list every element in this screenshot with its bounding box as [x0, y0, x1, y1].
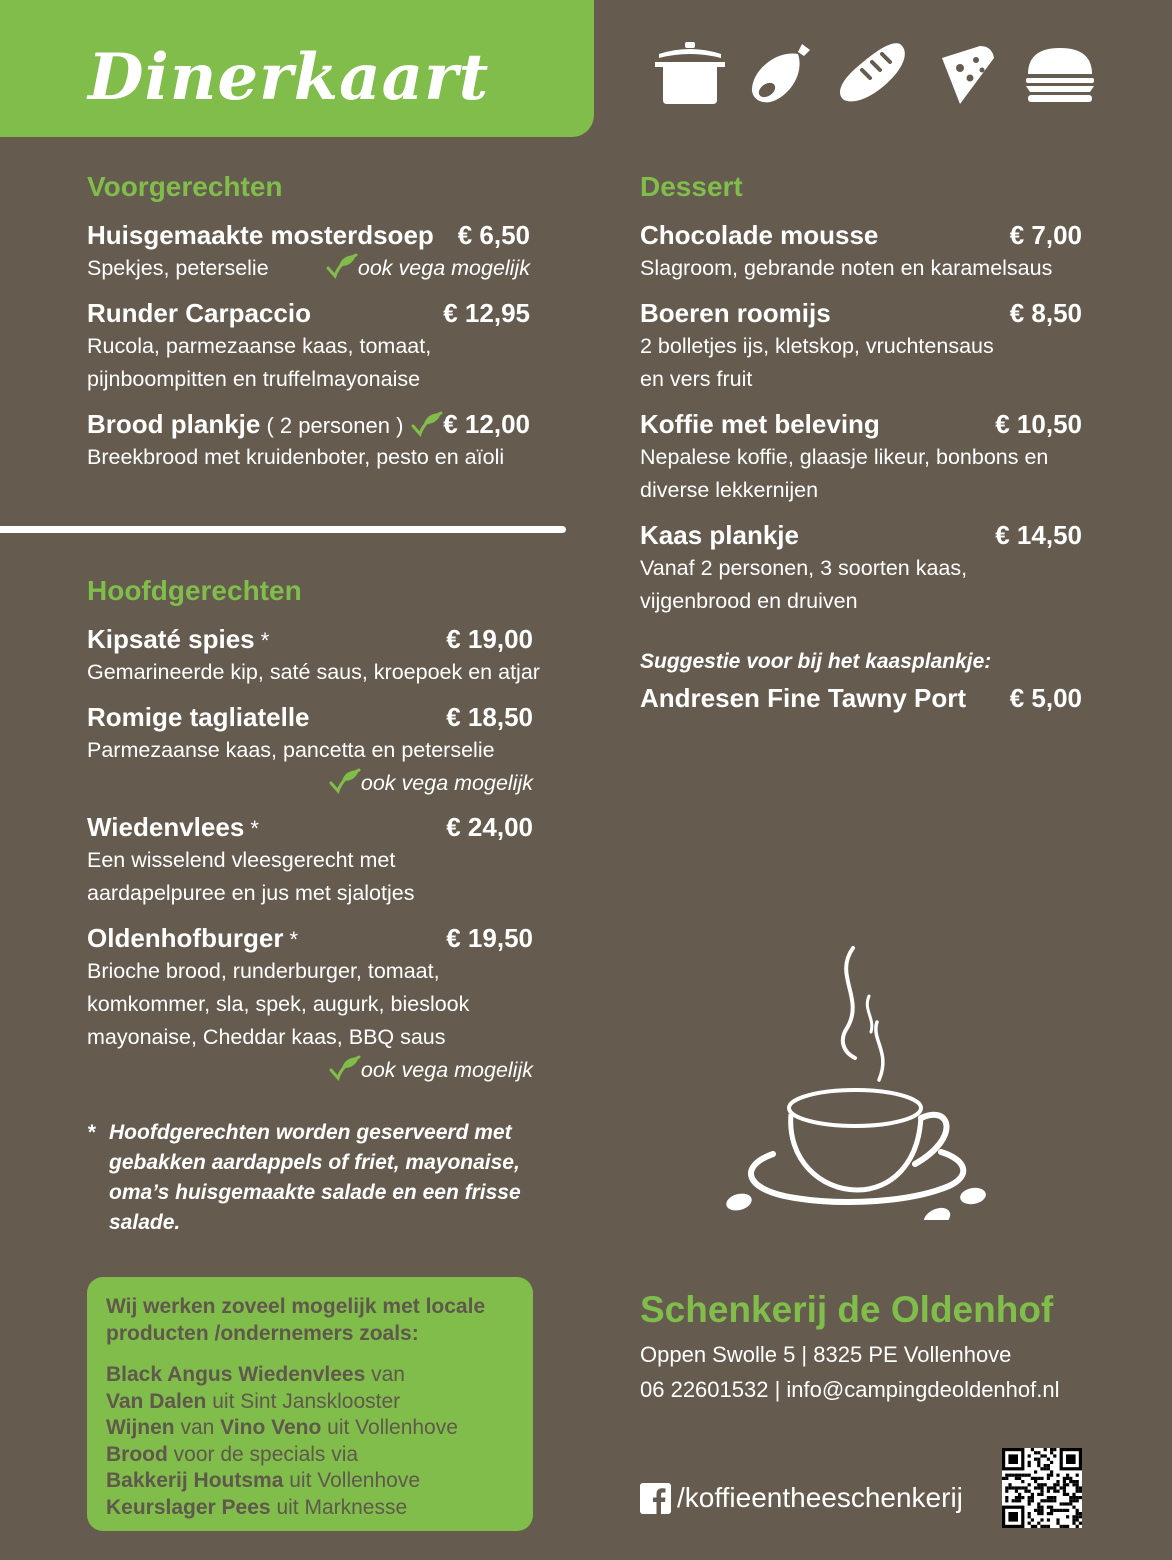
title-banner	[0, 0, 594, 137]
item-name: Kaas plankje	[640, 520, 799, 550]
local-producer-line: Bakkerij Houtsma uit Vollenhove	[106, 1469, 421, 1492]
item-price: € 24,00	[446, 812, 533, 842]
leaf-icon	[326, 253, 358, 279]
business-address: Oppen Swolle 5 | 8325 PE Vollenhove	[640, 1342, 1012, 1367]
item-description: Vanaf 2 personen, 3 soorten kaas,	[640, 556, 968, 580]
item-note: *	[254, 628, 270, 653]
item-description: Nepalese koffie, glaasje likeur, bonbons en	[640, 445, 1049, 469]
mains-heading: Hoofdgerechten	[87, 575, 302, 606]
pot-icon	[655, 40, 725, 106]
item-name: Romige tagliatelle	[87, 702, 310, 732]
item-description: Rucola, parmezaanse kaas, tomaat,	[87, 334, 432, 358]
item-price: € 7,00	[1009, 220, 1082, 250]
item-price: € 10,50	[995, 409, 1082, 439]
mains-section	[87, 574, 540, 1104]
footnote-text: Hoofdgerechten worden geserveerd met gebakken aardappels of friet, mayonaise, oma’s huisgemaakte salade en een frisse salade.	[109, 1121, 521, 1234]
item-price: € 8,50	[1009, 298, 1082, 328]
item-description: 2 bolletjes ijs, kletskop, vruchtensaus	[640, 334, 994, 358]
menu-item	[640, 518, 1082, 618]
local-producer-line: Black Angus Wiedenvlees van	[106, 1363, 405, 1386]
item-name: Brood plankje ( 2 personen )	[87, 407, 443, 443]
business-contact: 06 22601532 | info@campingdeoldenhof.nl	[640, 1377, 1060, 1402]
item-description: Brioche brood, runderburger, tomaat,	[87, 959, 440, 983]
item-note: *	[244, 816, 259, 841]
coffee-cup-icon	[715, 940, 1015, 1220]
item-description: Breekbrood met kruidenboter, pesto en aïoli	[87, 445, 505, 469]
section-divider	[0, 526, 566, 533]
local-producer-line: Wijnen van Vino Veno uit Vollenhove	[106, 1416, 458, 1439]
starters-section	[87, 170, 530, 500]
local-producer-line: Van Dalen uit Sint Jansklooster	[106, 1389, 401, 1413]
facebook-icon	[640, 1483, 671, 1514]
item-description: vijgenbrood en druiven	[640, 589, 858, 613]
item-note: *	[283, 927, 299, 952]
menu-item	[87, 296, 530, 396]
local-intro: Wij werken zoveel mogelijk met locale producten /ondernemers zoals:	[106, 1295, 486, 1345]
local-producer-line: Keurslager Pees uit Marknesse	[106, 1495, 408, 1519]
item-description: en vers fruit	[640, 367, 753, 391]
local-producers-box	[87, 1277, 533, 1531]
item-description: aardapelpuree en jus met sjalotjes	[87, 881, 415, 905]
qr-code[interactable]	[1002, 1448, 1082, 1528]
leaf-icon	[329, 1055, 361, 1081]
cheese-icon	[940, 40, 996, 106]
item-description: pijnboompitten en truffelmayonaise	[87, 367, 421, 391]
menu-item	[640, 681, 1082, 715]
leaf-icon	[329, 768, 361, 794]
item-name: Chocolade mousse	[640, 220, 879, 250]
item-description: Parmezaanse kaas, pancetta en peterselie	[87, 738, 495, 762]
item-name: Kipsaté spies *	[87, 624, 270, 654]
vega-option: ook vega mogelijk	[87, 767, 533, 800]
item-name: Oldenhofburger *	[87, 923, 299, 953]
item-note: ( 2 personen )	[260, 413, 404, 438]
item-price: € 6,50	[457, 220, 530, 250]
item-name: Huisgemaakte mosterdsoep	[87, 220, 434, 250]
ham-icon	[748, 40, 814, 106]
menu-item	[87, 700, 533, 800]
item-price: € 12,95	[443, 298, 530, 328]
menu-item	[87, 622, 540, 689]
vega-option: ook vega mogelijk	[87, 1054, 533, 1087]
dessert-section	[640, 170, 1082, 630]
item-name: Runder Carpaccio	[87, 298, 311, 328]
suggestion-label: Suggestie voor bij het kaasplankje:	[640, 650, 992, 673]
local-list	[106, 1362, 458, 1521]
item-name: Andresen Fine Tawny Port	[640, 683, 967, 713]
menu-item	[87, 921, 533, 1087]
menu-item	[87, 810, 533, 910]
page-title: Dinerkaart	[88, 40, 490, 115]
local-producer-line: Brood voor de specials via	[106, 1442, 359, 1466]
item-name: Koffie met beleving	[640, 409, 880, 439]
menu-item	[640, 296, 1082, 396]
item-price: € 14,50	[995, 520, 1082, 550]
item-description: diverse lekkernijen	[640, 478, 819, 502]
header-icons	[650, 40, 1100, 110]
facebook-handle: /koffieentheeschenkerij	[677, 1482, 963, 1513]
item-description: Slagroom, gebrande noten en karamelsaus	[640, 256, 1053, 280]
vega-option: ook vega mogelijk	[326, 252, 530, 285]
item-description: Gemarineerde kip, saté saus, kroepoek en atjar	[87, 660, 540, 684]
item-name: Wiedenvlees *	[87, 812, 259, 842]
item-description: Spekjes, peterselie ook vega mogelijk	[87, 252, 530, 285]
bread-icon	[836, 40, 910, 106]
burger-icon	[1024, 40, 1096, 106]
menu-item	[640, 407, 1082, 507]
leaf-icon	[411, 411, 443, 437]
business-name: Schenkerij de Oldenhof	[640, 1289, 1054, 1330]
item-price: € 12,00	[443, 409, 530, 439]
menu-item	[87, 218, 530, 285]
item-price: € 5,00	[1009, 683, 1082, 713]
item-price: € 18,50	[446, 702, 533, 732]
mains-footnote	[87, 1118, 557, 1238]
item-description: komkommer, sla, spek, augurk, bieslook	[87, 992, 470, 1016]
starters-heading: Voorgerechten	[87, 171, 283, 202]
item-description: Een wisselend vleesgerecht met	[87, 848, 396, 872]
item-price: € 19,00	[446, 624, 533, 654]
footnote-star: *	[87, 1121, 96, 1144]
item-name: Boeren roomijs	[640, 298, 831, 328]
item-price: € 19,50	[446, 923, 533, 953]
item-description: mayonaise, Cheddar kaas, BBQ saus	[87, 1025, 446, 1049]
menu-item	[87, 407, 530, 474]
dessert-heading: Dessert	[640, 171, 743, 202]
menu-item	[640, 218, 1082, 285]
